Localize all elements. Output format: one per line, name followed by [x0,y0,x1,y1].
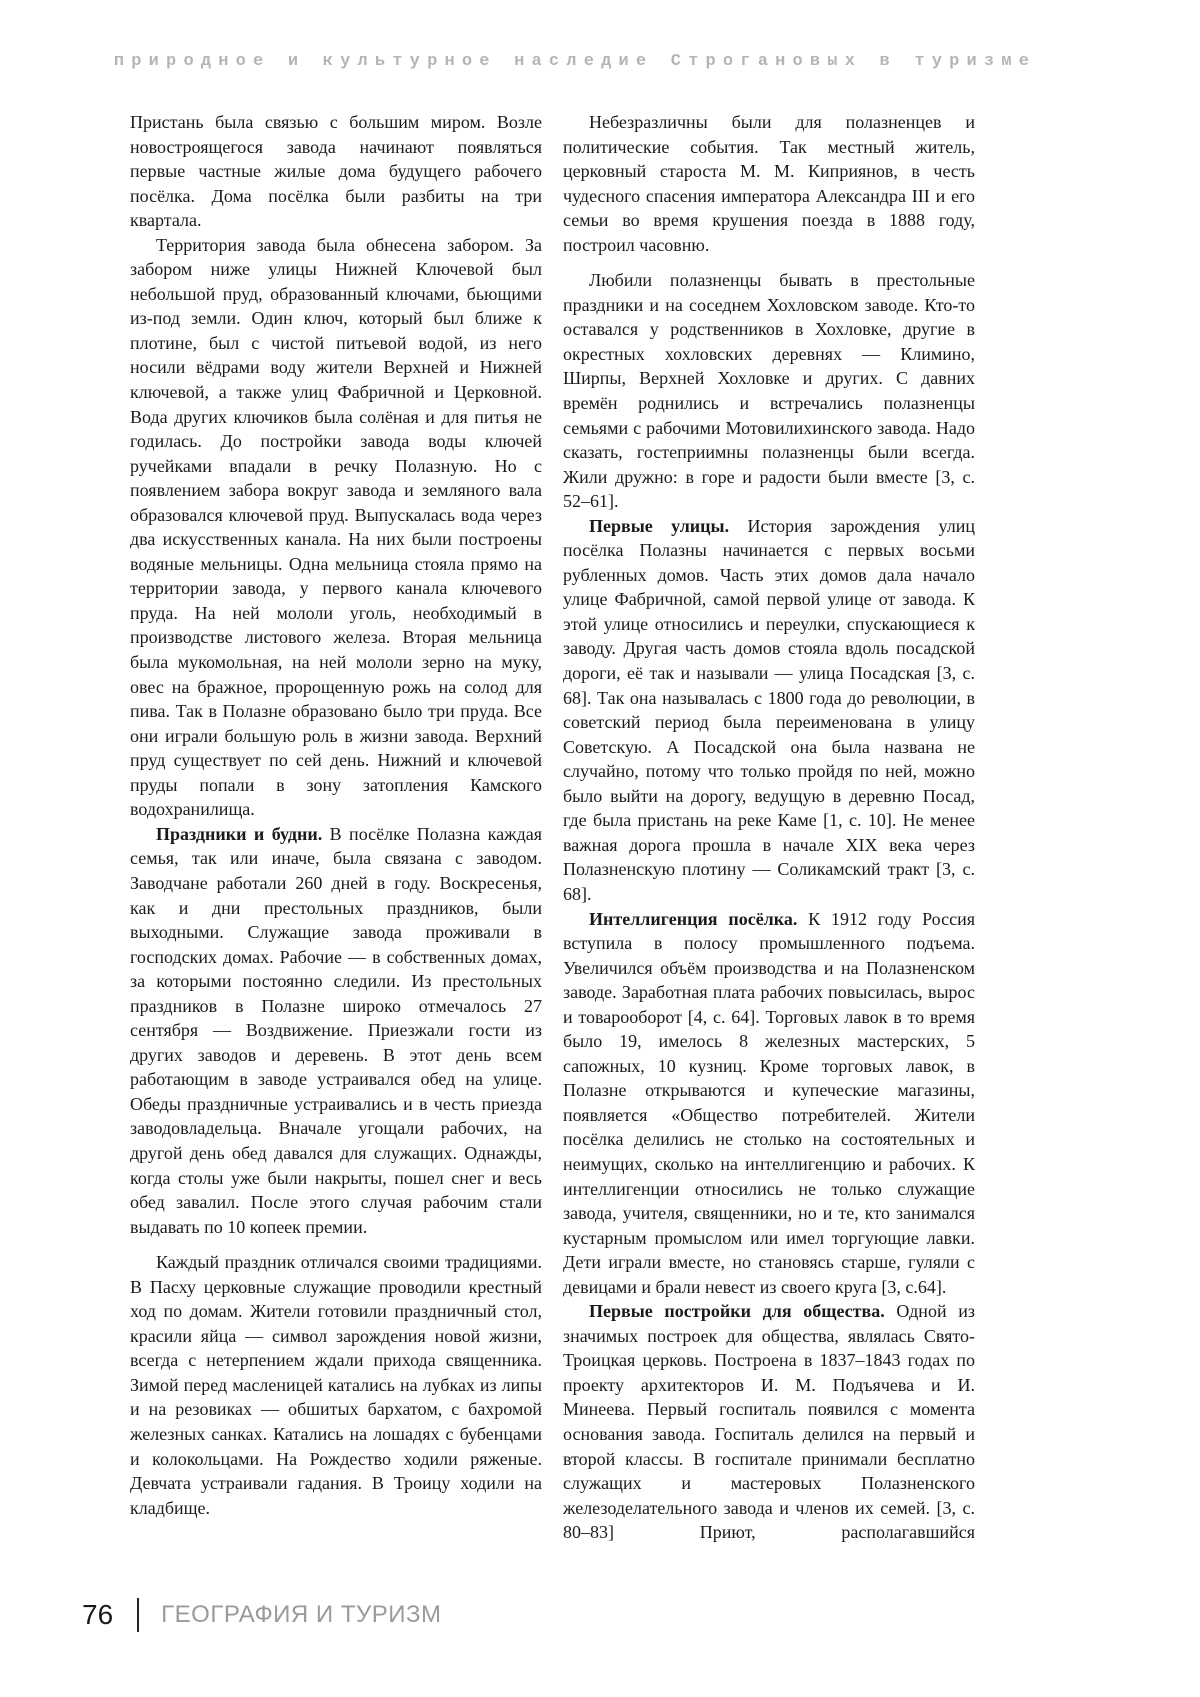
paragraph [130,233,542,822]
paragraph-text: Пристань была связью с большим миром. Возле новостроящегося завода начинают появляться первые частные жилые дома будущего рабочего посёлка. Дома посёлка были разбиты на три квартала. [130,112,542,230]
paragraph [563,268,975,513]
paragraph [563,907,975,1300]
paragraph-text: Каждый праздник отличался своими традициями. В Пасху церковные служащие проводили крестный ход по домам. Жители готовили праздничный стол, красили яйца — символ зарождения новой жизни, всегда с нетерпением ждали прихода священника. Зимой перед масленицей катались на лубках из липы и на резовиках — обшитых бархатом, с бахромой железных санках. Катались на лошадях с бубенцами и колокольцами. На Рождество ходили ряженые. Девчата устраивали гадания. В Троицу ходили на кладбище. [130,1252,542,1517]
running-header: природное и культурное наследие Строгановых в туризме [0,52,1150,71]
paragraph [130,110,542,233]
paragraph-text: Небезразличны были для полазненцев и политические события. Так местный житель, церковный староста М. М. Киприянов, в честь чудесного спасения императора Александра III и его семьи во время крушения поезда в 1888 году, построил часовню. [563,112,975,255]
paragraph-heading: Первые постройки для общества. [589,1301,885,1321]
page-number: 76 [82,1599,113,1631]
paragraph-text: Любили полазненцы бывать в престольные праздники и на соседнем Хохловском заводе. Кто-то оставался у родственников в Хохловке, другие в окрестных хохловских деревнях — Климино, Ширпы, Верхней Хохловке и других. С давних времён роднились и встречались полазненцы семьями с рабочими Мотовилихинского завода. Надо сказать, гостеприимны полазненцы были всегда. Жили дружно: в горе и радости были вместе [3, с. 52–61]. [563,270,975,511]
paragraph-text: История зарождения улиц посёлка Полазны начинается с первых восьми рубленных домов. Часть этих домов дала начало улице Фабричной, самой первой улице от завода. К этой улице относились и переулки, спускающиеся к заводу. Другая часть домов стояла вдоль посадской дороги, её так и называли — улица Посадская [3, с. 68]. Так она называлась с 1800 года до революции, в советский период была переименована в улицу Советскую. А Посадской она была названа не случайно, потому что только пройдя по ней, можно было выйти на дорогу, ведущую в деревню Посад, где была пристань на реке Каме [1, с. 10]. Не менее важная дорога прошла в начале XIX века через Полазненскую плотину — Соликамский тракт [3, с. 68]. [563,516,975,904]
paragraph [563,514,975,907]
paragraph-text: Одной из значимых построек для общества, являлась Свято-Троицкая церковь. Построена в 1837–1843 годах по проекту архитекторов И. М. Подъячева и И. Минеева. Первый госпиталь появился с момента основания завода. Госпиталь делился на первый и второй классы. В госпитале принимали бесплатно служащих и мастеровых Полазненского железоделательного завода и членов их семей. [3, с. 80–83] Приют, располагавшийся [563,1301,975,1542]
right-text-column [563,110,975,1545]
footer-divider [137,1598,139,1632]
paragraph-heading: Праздники и будни. [156,824,322,844]
paragraph-text: В посёлке Полазна каждая семья, так или иначе, была связана с заводом. Заводчане работали 260 дней в году. Воскресенья, как и дни престольных праздников, были выходными. Служащие завода проживали в господских домах. Рабочие — в собственных домах, за которыми постоянно следили. Из престольных праздников в Полазне широко отмечалось 27 сентября — Воздвижение. Приезжали гости из других заводов и деревень. В этот день всем работающим в заводе устраивался обед на улице. Обеды праздничные устраивались и в честь приезда заводовладельца. Вначале угощали рабочих, на другой день обед давался для служащих. Однажды, когда столы уже были накрыты, пошел снег и весь обед завалил. После этого случая рабочим стали выдавать по 10 копеек премии. [130,824,542,1237]
paragraph-heading: Первые улицы. [589,516,729,536]
page-footer [82,1598,442,1632]
left-text-column [130,110,542,1520]
paragraph-heading: Интеллигенция посёлка. [589,909,797,929]
section-title: ГЕОГРАФИЯ И ТУРИЗМ [161,1601,441,1629]
paragraph [563,1299,975,1544]
paragraph [563,110,975,257]
paragraph-text: К 1912 году Россия вступила в полосу промышленного подъема. Увеличился объём производства и на Полазненском заводе. Заработная плата рабочих повысилась, вырос и товарооборот [4, с. 64]. Торговых лавок в то время было 19, имелось 8 железных мастерских, 5 сапожных, 10 кузниц. Кроме торговых лавок, в Полазне открываются и купеческие магазины, появляется «Общество потребителей. Жители посёлка делились не столько на состоятельных и неимущих, сколько на интеллигенцию и рабочих. К интеллигенции относились не только служащие завода, учителя, священники, но и те, кто занимался кустарным промыслом или имел торгующие лавки. Дети играли вместе, но становясь старше, гуляли с девицами и брали невест из своего круга [3, с.64]. [563,909,975,1297]
paragraph-text: Территория завода была обнесена забором. За забором ниже улицы Нижней Ключевой был небольшой пруд, образованный ключами, бьющими из-под земли. Один ключ, который был ближе к плотине, был с чистой питьевой водой, из него носили вёдрами воду жители Верхней и Нижней ключевой, а также улиц Фабричной и Церковной. Вода других ключиков была солёная и для питья не годилась. До постройки завода воды ключей ручейками впадали в речку Полазную. Но с появлением забора вокруг завода и земляного вала образовался ключевой пруд. Выпускалась вода через два искусственных канала. На них были построены водяные мельницы. Одна мельница стояла прямо на территории завода, у первого канала ключевого пруда. На ней мололи уголь, необходимый в производстве листового железа. Вторая мельница была мукомольная, на ней мололи зерно на муку, овес на бражное, пророщенную рожь на солод для пива. Так в Полазне образовано было три пруда. Все они играли большую роль в жизни завода. Верхний пруд существует по сей день. Нижний и ключевой пруды попали в зону затопления Камского водохранилища. [130,235,542,820]
paragraph [130,822,542,1239]
paragraph [130,1250,542,1520]
